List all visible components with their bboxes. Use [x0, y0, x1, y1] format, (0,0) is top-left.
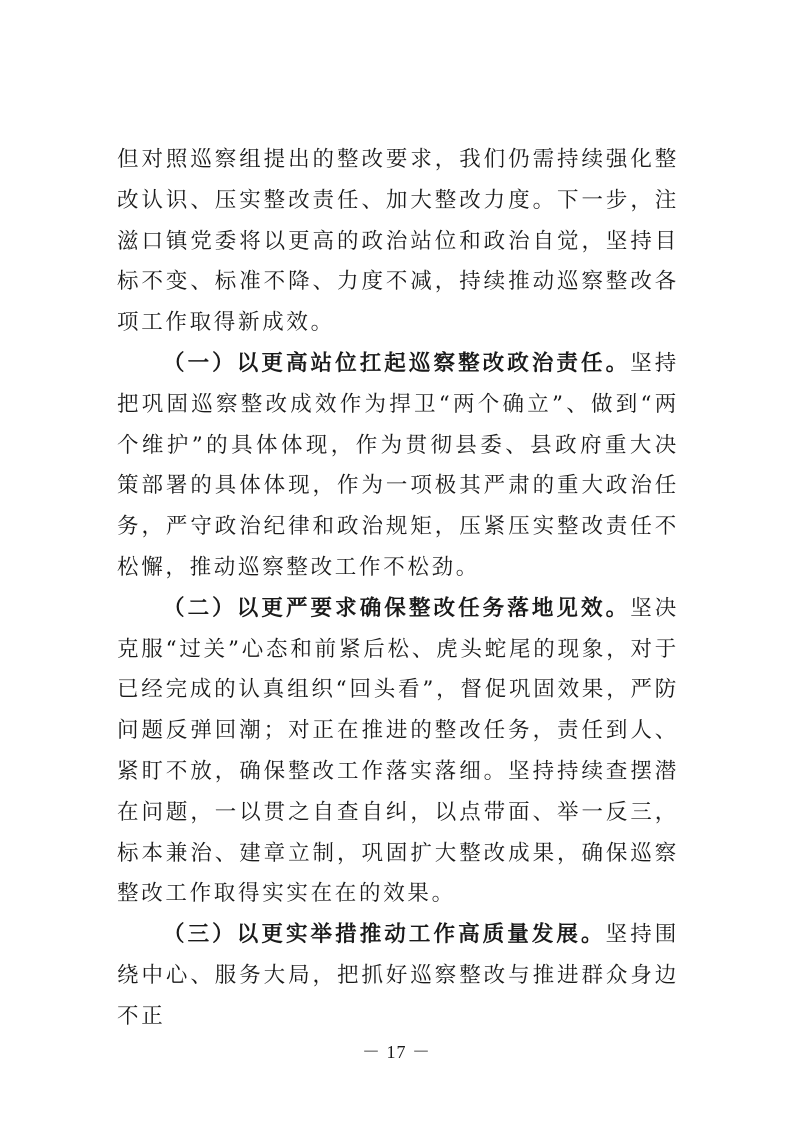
paragraph-text: 坚持把巩固巡察整改成效作为捍卫“两个确立”、做到“两个维护”的具体体现，作为贯彻县委、县政府重大决策部署的具体体现，作为一项极其严肃的重大政治任务，严守政治纪律和政治规矩，压紧压实整改责任不松懈，推动巡察整改工作不松劲。 — [117, 350, 679, 580]
section-heading-1: （一）以更高站位扛起巡察整改政治责任。 — [163, 350, 631, 376]
paragraph-section-3 — [117, 915, 679, 1037]
section-heading-2: （二）以更严要求确保整改任务落地见效。 — [163, 595, 631, 621]
paragraph-text: 但对照巡察组提出的整改要求，我们仍需持续强化整改认识、压实整改责任、加大整改力度。下一步，注滋口镇党委将以更高的政治站位和政治自觉，坚持目标不变、标准不降、力度不减，持续推动巡察整改各项工作取得新成效。 — [117, 147, 679, 336]
paragraph-section-2 — [117, 589, 679, 915]
paragraph-section-1 — [117, 344, 679, 589]
section-heading-3: （三）以更实举措推动工作高质量发展。 — [163, 922, 606, 948]
paragraph-text: 坚持围绕中心、服务大局，把抓好巡察整改与推进群众身边不正 — [117, 922, 679, 1029]
document-body — [117, 140, 679, 1038]
paragraph-text: 坚决克服“过关”心态和前紧后松、虎头蛇尾的现象，对于已经完成的认真组织“回头看”，督促巩固效果，严防问题反弹回潮；对正在推进的整改任务，责任到人、紧盯不放，确保整改工作落实落细。坚持持续查摆潜在问题，一以贯之自查自纠，以点带面、举一反三，标本兼治、建章立制，巩固扩大整改成果，确保巡察整改工作取得实实在在的效果。 — [117, 595, 679, 907]
paragraph-continuation — [117, 140, 679, 344]
page-number: － 17 － — [362, 1042, 431, 1062]
